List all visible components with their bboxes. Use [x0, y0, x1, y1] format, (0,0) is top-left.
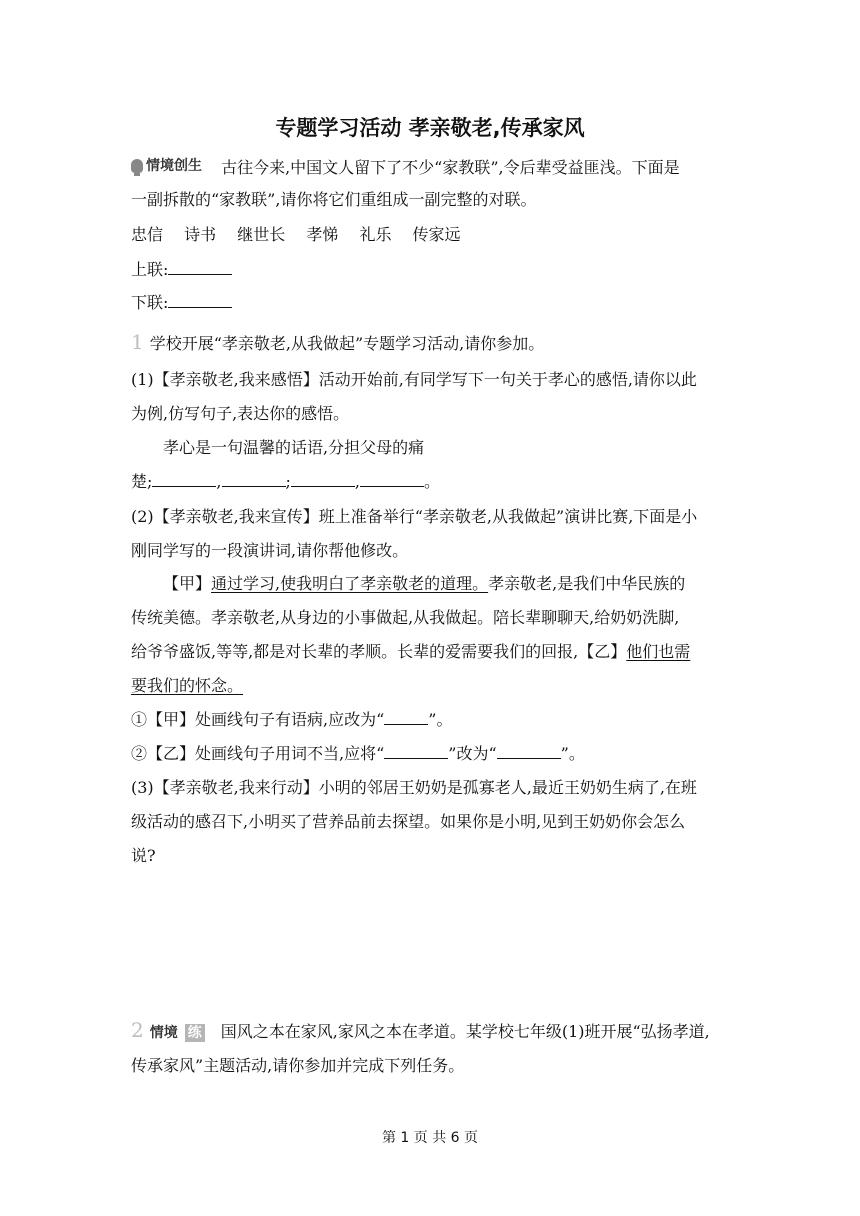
speech-line-3: [131, 642, 690, 662]
sub2-blank-1[interactable]: [384, 744, 448, 759]
jia-underlined-sentence: 通过学习,使我明白了孝亲敬老的道理。: [211, 574, 489, 593]
lower-couplet-label: 下联:: [131, 293, 169, 312]
speech-l1-rest: 孝亲敬老,是我们中华民族的: [488, 574, 686, 593]
sub1-post: ”。: [428, 710, 453, 729]
situation-badge-label: 情境创生: [146, 158, 202, 174]
intro-line-1: [131, 156, 680, 178]
q1-p3-line2: 级活动的感召下,小明买了营养品前去探望。如果你是小明,见到王奶奶你会怎么: [131, 812, 686, 831]
q2-line1-row: [131, 1020, 710, 1043]
page-footer: 第 1 页 共 6 页: [381, 1130, 479, 1146]
word-item: 诗书: [184, 225, 217, 244]
imitation-blank-1[interactable]: [152, 472, 216, 487]
sub2-post: ”。: [560, 744, 585, 763]
q2-text-1: 国风之本在家风,家风之本在孝道。某学校七年级(1)班开展“弘扬孝道,: [220, 1022, 710, 1041]
q1-p3-line1: (3)【孝亲敬老,我来行动】小明的邻居王奶奶是孤寡老人,最近王奶奶生病了,在班: [131, 778, 697, 797]
intro-text-2: 一副拆散的“家教联”,请你将它们重组成一副完整的对联。: [131, 190, 537, 209]
page-title: 专题学习活动 孝亲敬老,传承家风: [275, 116, 585, 140]
q1-p3-line3: 说?: [131, 846, 156, 865]
jia-tag: 【甲】: [163, 574, 212, 593]
speech-line-2: 传统美德。孝亲敬老,从身边的小事做起,从我做起。陪长辈聊聊天,给奶奶洗脚,: [131, 608, 680, 627]
q1-example-end: 楚;: [131, 472, 153, 491]
situation-badge: [131, 156, 202, 176]
word-item: 礼乐: [359, 225, 392, 244]
lower-couplet-blank[interactable]: [168, 293, 232, 308]
q1-p1-line2: 为例,仿写句子,表达你的感悟。: [131, 404, 350, 423]
upper-couplet-label: 上联:: [131, 260, 169, 279]
sub2-pre: ②【乙】处画线句子用词不当,应将“: [131, 744, 385, 763]
sub1-pre: ①【甲】处画线句子有语病,应改为“: [131, 710, 385, 729]
q1-stem-row: [131, 332, 544, 354]
word-item: 传家远: [412, 225, 461, 244]
word-list: [131, 225, 461, 245]
imitation-blank-2[interactable]: [222, 472, 286, 487]
upper-couplet-row: [131, 260, 232, 280]
q1-example: 孝心是一句温馨的话语,分担父母的痛: [163, 438, 425, 457]
imitation-blank-3[interactable]: [291, 472, 355, 487]
q1-number: 1: [131, 330, 144, 354]
lower-couplet-row: [131, 293, 232, 313]
q2-badge-tag: 练: [185, 1024, 205, 1042]
sub-question-1: [131, 710, 452, 730]
speech-line-1: [163, 574, 685, 594]
q2-situation-badge: [150, 1023, 205, 1043]
upper-couplet-blank[interactable]: [168, 260, 232, 275]
sub1-blank[interactable]: [384, 710, 428, 725]
q1-p1-line1: (1)【孝亲敬老,我来感悟】活动开始前,有同学写下一句关于孝心的感悟,请你以此: [131, 370, 697, 389]
word-item: 继世长: [237, 225, 286, 244]
speech-l3-pre: 给爷爷盛饭,等等,都是对长辈的孝顺。长辈的爱需要我们的回报,: [131, 642, 579, 661]
sub-question-2: [131, 744, 585, 764]
imitation-blank-4[interactable]: [360, 472, 424, 487]
word-item: 孝悌: [306, 225, 339, 244]
q1-stem: 学校开展“孝亲敬老,从我做起”专题学习活动,请你参加。: [149, 334, 545, 353]
speech-line-4: [131, 676, 243, 696]
yi-underlined-b: 要我们的怀念。: [131, 676, 244, 695]
yi-tag: 【乙】: [578, 642, 627, 661]
q2-badge-label: 情境: [149, 1025, 178, 1041]
q1-p2-line2: 刚同学写的一段演讲词,请你帮他修改。: [131, 541, 409, 560]
sub2-mid: ”改为“: [448, 744, 497, 763]
yi-underlined-a: 他们也需: [626, 642, 691, 661]
q2-text-2: 传承家风”主题活动,请你参加并完成下列任务。: [131, 1056, 465, 1075]
sub2-blank-2[interactable]: [497, 744, 561, 759]
word-item: 忠信: [131, 225, 164, 244]
q1-example-blanks: 楚; , ; , 。: [131, 472, 440, 491]
q2-number: 2: [131, 1018, 144, 1042]
lightbulb-icon: [131, 159, 143, 173]
intro-text-1: 古往今来,中国文人留下了不少“家教联”,令后辈受益匪浅。下面是: [221, 158, 680, 177]
q1-p2-line1: (2)【孝亲敬老,我来宣传】班上准备举行“孝亲敬老,从我做起”演讲比赛,下面是小: [131, 507, 698, 526]
